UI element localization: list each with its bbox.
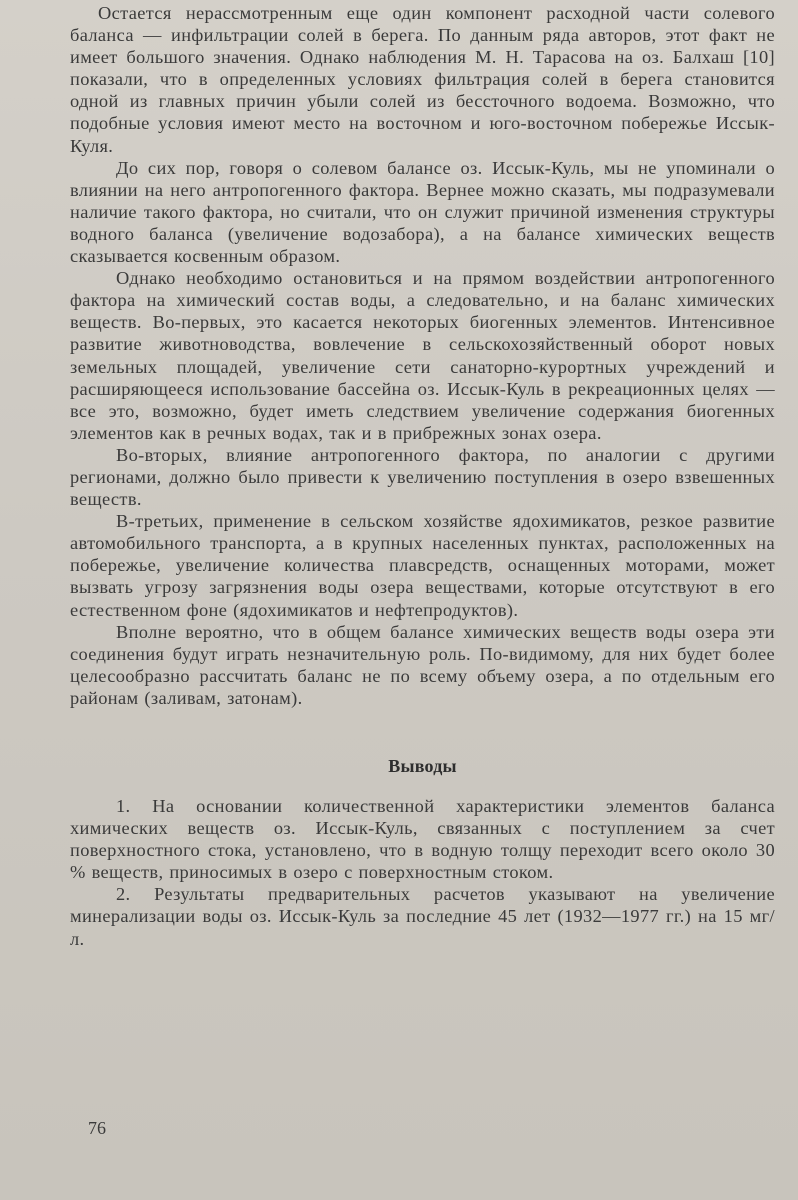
paragraph-pollution: В-третьих, применение в сельском хозяйстве ядохимикатов, резкое развитие автомобильного транспорта, а в крупных населенных пунктах, расположенных на побережье, увеличение количества плавсредств, оснащенных моторами, может вызвать угрозу загрязнения воды озера веществами, которые отсутствуют в его естественном фоне (ядохимикатов и нефтепродуктов).	[70, 511, 775, 620]
page-text	[70, 2, 775, 950]
paragraph-salt-infiltration: Остается нерассмотренным еще один компонент расходной части солевого баланса — инфильтрации солей в берега. По данным ряда авторов, этот факт не имеет большого значения. Однако наблюдения М. Н. Тарасова на оз. Балхаш [10] показали, что в определенных условиях фильтрация солей в берега становится одной из главных причин убыли солей из бессточного водоема. Возможно, что подобные условия имеют место на восточном и юго-восточном побережье Иссык-Куля.	[70, 3, 775, 156]
page-number: 76	[88, 1118, 106, 1138]
paragraph-local-balance: Вполне вероятно, что в общем балансе химических веществ воды озера эти соединения будут играть незначительную роль. По-видимому, для них будет более целесообразно рассчитать баланс не по всему объему озера, а по отдельным его районам (заливам, затонам).	[70, 621, 775, 708]
paragraph-suspended-matter: Во-вторых, влияние антропогенного фактора, по аналогии с другими регионами, должно было привести к увеличению поступления в озеро взвешенных веществ.	[70, 444, 775, 510]
conclusion-item-2: 2. Результаты предварительных расчетов указывают на увеличение минерализации воды оз. Иссык-Куль за последние 45 лет (1932—1977 гг.) на 15 мг/л.	[70, 884, 775, 949]
conclusion-item-1: 1. На основании количественной характеристики элементов баланса химических веществ оз. Иссык-Куль, связанных с поступлением за счет поверхностного стока, установлено, что в водную толщу переходит всего около 30 % веществ, приносимых в озеро с поверхностным стоком.	[70, 796, 775, 883]
paragraph-anthropogenic-factor: До сих пор, говоря о солевом балансе оз. Иссык-Куль, мы не упоминали о влиянии на него антропогенного фактора. Вернее можно сказать, мы подразумевали наличие такого фактора, но считали, что он служит причиной изменения структуры водного баланса (увеличение водозабора), а на балансе химических веществ сказывается косвенным образом.	[70, 157, 775, 267]
paragraph-direct-impact: Однако необходимо остановиться и на прямом воздействии антропогенного фактора на химический состав воды, а следовательно, и на баланс химических веществ. Во-первых, это касается некоторых биогенных элементов. Интенсивное развитие животноводства, вовлечение в сельскохозяйственный оборот новых земельных площадей, увеличение сети санаторно-курортных учреждений и расширяющееся использование бассейна оз. Иссык-Куль в рекреационных целях — все это, возможно, будет иметь следствием увеличение содержания биогенных элементов как в речных водах, так и в прибрежных зонах озера.	[70, 268, 775, 443]
section-heading: Выводы	[388, 756, 457, 776]
